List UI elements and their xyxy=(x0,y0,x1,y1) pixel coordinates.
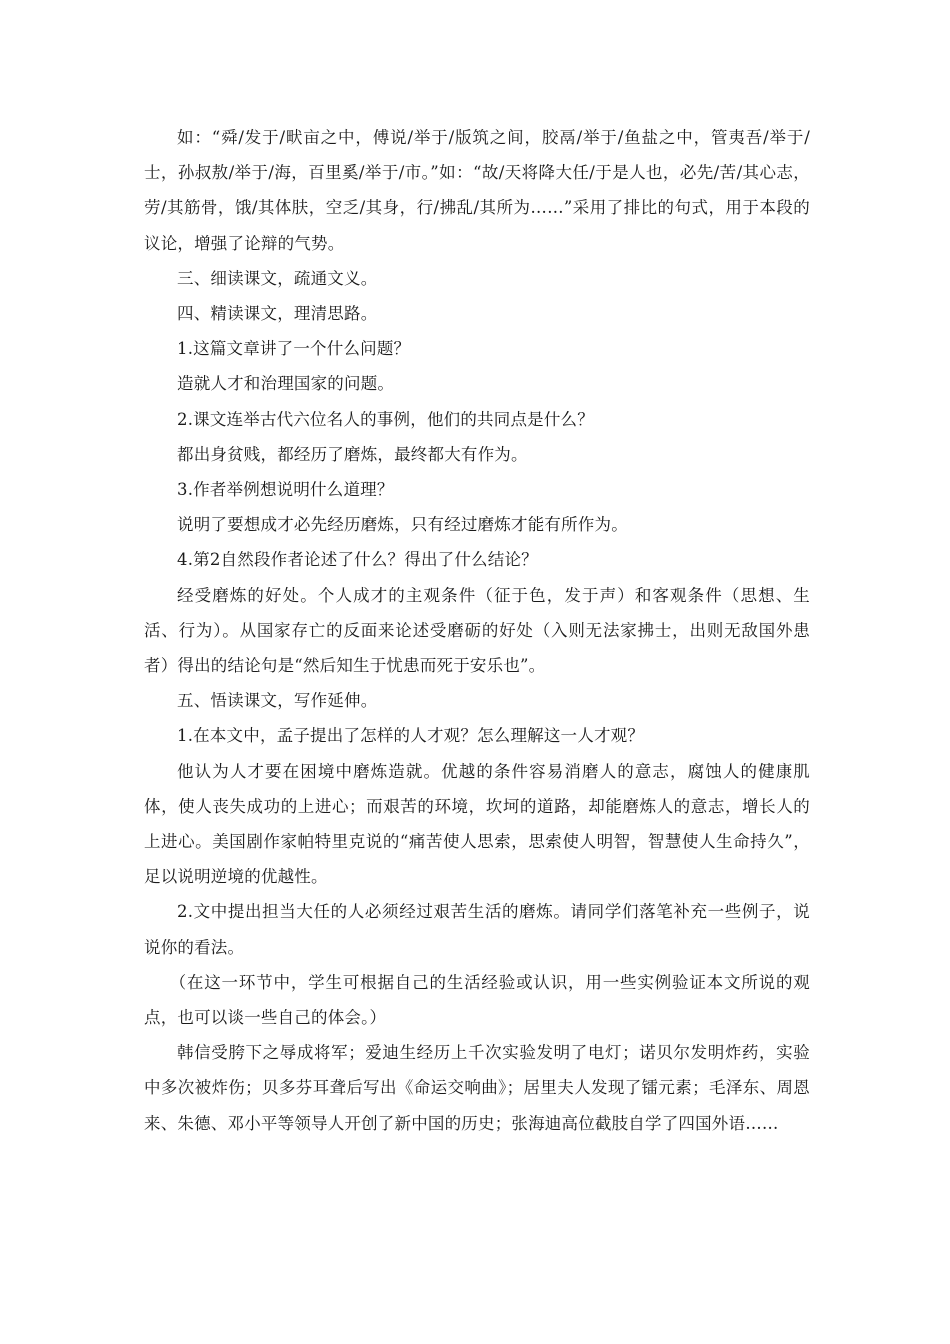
question-5-2: 2.文中提出担当大任的人必须经过艰苦生活的磨炼。请同学们落笔补充一些例子，说说你的看法。 xyxy=(144,902,810,957)
answer-2: 都出身贫贱，都经历了磨炼，最终都大有作为。 xyxy=(177,444,528,464)
paragraph-parallelism-examples: 如：“舜/发于/畎亩之中，傅说/举于/版筑之间，胶鬲/举于/鱼盐之中，管夷吾/举于/士，孙叔敖/举于/海，百里奚/举于/市。”如：“故/天将降大任/于是人也，必先/苦/其心志，劳/其筋骨，饿/其体肤，空乏/其身，行/拂乱/其所为……”采用了排比的句式，用于本段的议论，增强了论辩的气势。 xyxy=(144,128,810,253)
section-heading-4: 四、精读课文，理清思路。 xyxy=(177,304,378,324)
answer-4: 经受磨炼的好处。个人成才的主观条件（征于色，发于声）和客观条件（思想、生活、行为）。从国家存亡的反面来论述受磨砺的好处（入则无法家拂士，出则无敌国外患者）得出的结论句是“然后知生于忧患而死于安乐也”。 xyxy=(144,585,810,676)
teaching-note: （在这一环节中，学生可根据自己的生活经验或认识，用一些实例验证本文所说的观点，也可以谈一些自己的体会。） xyxy=(144,972,810,1028)
question-3: 3.作者举例想说明什么道理？ xyxy=(177,480,394,500)
answer-3: 说明了要想成才必先经历磨炼，只有经过磨炼才能有所作为。 xyxy=(177,515,628,535)
answer-5-1: 他认为人才要在困境中磨炼造就。优越的条件容易消磨人的意志，腐蚀人的健康肌体，使人丧失成功的上进心；而艰苦的环境，坎坷的道路，却能磨炼人的意志，增长人的上进心。美国剧作家帕特里克说的“痛苦使人思索，思索使人明智，智慧使人生命持久”，足以说明逆境的优越性。 xyxy=(144,761,810,887)
question-2: 2.课文连举古代六位名人的事例，他们的共同点是什么？ xyxy=(177,409,594,429)
question-5-1: 1.在本文中，孟子提出了怎样的人才观？怎么理解这一人才观？ xyxy=(177,726,645,746)
examples-paragraph: 韩信受胯下之辱成将军；爱迪生经历上千次实验发明了电灯；诺贝尔发明炸药，实验中多次被炸伤；贝多芬耳聋后写出《命运交响曲》；居里夫人发现了镭元素；毛泽东、周恩来、朱德、邓小平等领导人开创了新中国的历史；张海迪高位截肢自学了四国外语…… xyxy=(144,1043,810,1133)
document-body xyxy=(144,120,810,1141)
answer-1: 造就人才和治理国家的问题。 xyxy=(177,374,395,394)
section-heading-3: 三、细读课文，疏通文义。 xyxy=(177,268,378,288)
question-1: 1.这篇文章讲了一个什么问题？ xyxy=(177,339,411,359)
question-4: 4.第2自然段作者论述了什么？得出了什么结论？ xyxy=(177,550,538,570)
section-heading-5: 五、悟读课文，写作延伸。 xyxy=(177,691,378,711)
